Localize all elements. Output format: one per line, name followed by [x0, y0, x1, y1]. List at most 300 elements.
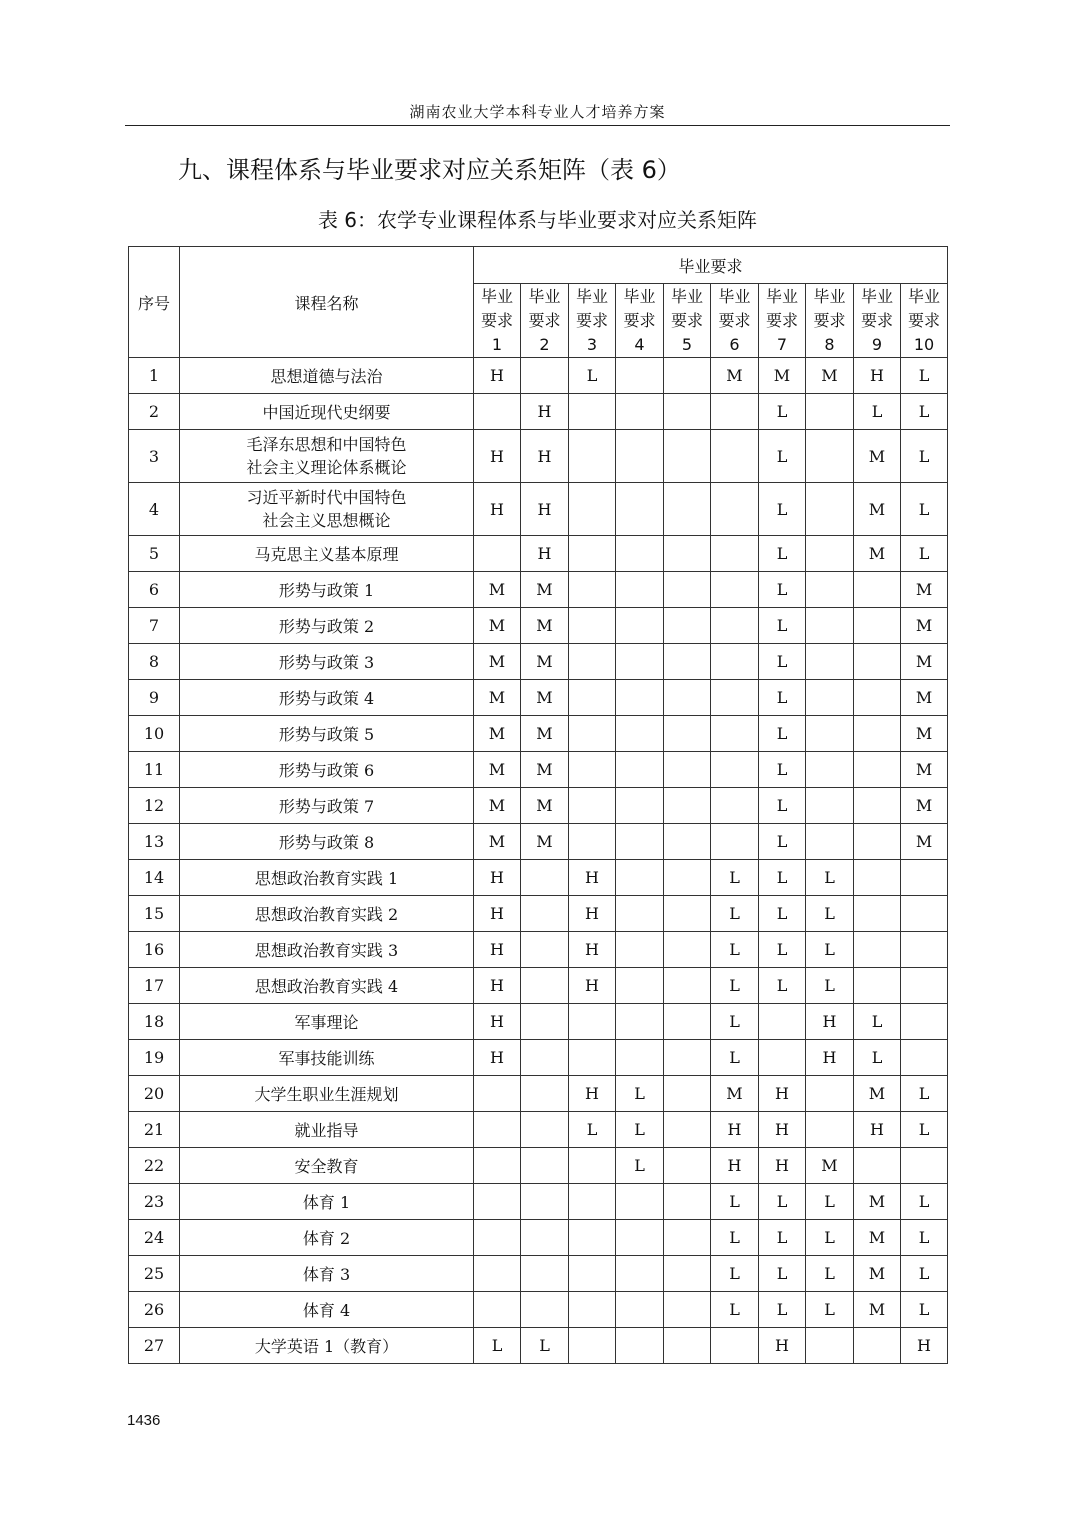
- requirement-level-cell: [569, 824, 616, 860]
- requirement-level-cell: [664, 968, 711, 1004]
- requirement-level-cell: [664, 1328, 711, 1364]
- requirement-number: 3: [586, 334, 598, 354]
- row-seq-cell: 6: [129, 572, 180, 608]
- course-name-cell: 形势与政策 5: [180, 716, 474, 752]
- requirement-level-cell: M: [759, 358, 806, 394]
- table-row: [129, 716, 948, 752]
- course-name-cell: 形势与政策 2: [180, 608, 474, 644]
- requirement-level-cell: L: [901, 536, 948, 572]
- requirement-level-cell: [806, 483, 854, 536]
- requirement-level-cell: [759, 1004, 806, 1040]
- table-row: [129, 824, 948, 860]
- requirement-level-cell: [664, 716, 711, 752]
- requirement-level-cell: [854, 1148, 901, 1184]
- requirement-level-cell: [569, 644, 616, 680]
- requirement-level-cell: [521, 1004, 569, 1040]
- requirement-level-cell: [521, 1184, 569, 1220]
- requirement-level-cell: M: [854, 1292, 901, 1328]
- requirement-level-cell: [616, 860, 664, 896]
- requirement-level-cell: [901, 896, 948, 932]
- requirement-level-cell: [806, 572, 854, 608]
- requirement-level-cell: [806, 536, 854, 572]
- header-course-name: 课程名称: [180, 247, 474, 358]
- requirement-level-cell: [711, 483, 759, 536]
- requirement-level-cell: L: [759, 608, 806, 644]
- requirement-level-cell: [664, 932, 711, 968]
- requirement-level-cell: M: [474, 752, 521, 788]
- requirement-level-cell: [521, 1148, 569, 1184]
- table-header-row: [129, 247, 948, 284]
- requirement-level-cell: [521, 1040, 569, 1076]
- requirement-level-cell: [569, 572, 616, 608]
- requirement-level-cell: [569, 716, 616, 752]
- requirement-level-cell: L: [711, 896, 759, 932]
- requirement-level-cell: H: [759, 1112, 806, 1148]
- requirement-level-cell: [711, 824, 759, 860]
- requirement-level-cell: [664, 430, 711, 483]
- requirement-word: 毕业: [528, 286, 561, 306]
- requirement-level-cell: [569, 1148, 616, 1184]
- requirement-level-cell: M: [901, 680, 948, 716]
- requirement-level-cell: M: [854, 430, 901, 483]
- table-row: [129, 1184, 948, 1220]
- header-requirement-8: [806, 284, 854, 358]
- course-name-cell: 体育 1: [180, 1184, 474, 1220]
- course-name-cell: 形势与政策 3: [180, 644, 474, 680]
- requirement-word: 毕业: [670, 286, 703, 306]
- requirement-level-cell: H: [854, 1112, 901, 1148]
- requirement-level-cell: [474, 394, 521, 430]
- requirement-level-cell: [521, 860, 569, 896]
- requirement-level-cell: [664, 1040, 711, 1076]
- requirement-level-cell: [711, 536, 759, 572]
- table-row: [129, 788, 948, 824]
- requirement-level-cell: [569, 1256, 616, 1292]
- requirement-level-cell: [664, 1112, 711, 1148]
- table-row: [129, 860, 948, 896]
- requirement-level-cell: [474, 1292, 521, 1328]
- requirement-level-cell: [664, 608, 711, 644]
- requirement-level-cell: L: [711, 1256, 759, 1292]
- requirement-level-cell: H: [474, 483, 521, 536]
- header-requirement-10: [901, 284, 948, 358]
- course-name-cell: 思想政治教育实践 1: [180, 860, 474, 896]
- requirement-word: 毕业: [860, 286, 893, 306]
- requirement-level-cell: L: [806, 1292, 854, 1328]
- course-name-cell: 军事技能训练: [180, 1040, 474, 1076]
- requirement-level-cell: H: [521, 394, 569, 430]
- requirement-level-cell: [854, 644, 901, 680]
- requirement-word: 毕业: [813, 286, 846, 306]
- requirement-level-cell: L: [711, 1004, 759, 1040]
- requirement-level-cell: [901, 1004, 948, 1040]
- table-row: [129, 968, 948, 1004]
- requirement-word: 要求: [860, 310, 893, 330]
- requirement-level-cell: [664, 1292, 711, 1328]
- requirement-level-cell: H: [854, 358, 901, 394]
- row-seq-cell: 13: [129, 824, 180, 860]
- row-seq-cell: 26: [129, 1292, 180, 1328]
- requirement-level-cell: L: [759, 752, 806, 788]
- requirement-number: 1: [491, 334, 503, 354]
- requirement-level-cell: L: [759, 430, 806, 483]
- header-requirement-2: [521, 284, 569, 358]
- requirement-level-cell: [664, 752, 711, 788]
- requirement-number: 4: [634, 334, 645, 354]
- requirement-level-cell: L: [901, 1220, 948, 1256]
- requirement-level-cell: [616, 1040, 664, 1076]
- course-name-cell: 思想政治教育实践 4: [180, 968, 474, 1004]
- table-row: [129, 536, 948, 572]
- row-seq-cell: 14: [129, 860, 180, 896]
- requirement-level-cell: L: [759, 536, 806, 572]
- table-row: [129, 1256, 948, 1292]
- requirement-level-cell: M: [521, 824, 569, 860]
- requirement-level-cell: [854, 968, 901, 1004]
- course-name-cell: 思想道德与法治: [180, 358, 474, 394]
- requirement-level-cell: H: [474, 860, 521, 896]
- requirement-word: 要求: [623, 310, 656, 330]
- header-requirement-3: [569, 284, 616, 358]
- requirement-level-cell: L: [759, 680, 806, 716]
- requirement-number: 7: [776, 334, 788, 354]
- course-name-cell: 大学生职业生涯规划: [180, 1076, 474, 1112]
- requirement-level-cell: [569, 394, 616, 430]
- requirement-level-cell: L: [711, 932, 759, 968]
- requirement-level-cell: L: [616, 1112, 664, 1148]
- requirement-level-cell: [901, 932, 948, 968]
- requirement-level-cell: [854, 572, 901, 608]
- requirement-level-cell: [521, 1220, 569, 1256]
- requirement-level-cell: [616, 932, 664, 968]
- requirement-level-cell: M: [474, 824, 521, 860]
- requirement-level-cell: [616, 1184, 664, 1220]
- requirement-level-cell: L: [711, 968, 759, 1004]
- requirement-level-cell: [806, 608, 854, 644]
- row-seq-cell: 19: [129, 1040, 180, 1076]
- requirement-level-cell: M: [806, 358, 854, 394]
- requirement-level-cell: [854, 860, 901, 896]
- requirement-level-cell: L: [616, 1076, 664, 1112]
- requirement-level-cell: [759, 1040, 806, 1076]
- requirement-number: 5: [681, 334, 693, 354]
- table-row: [129, 896, 948, 932]
- requirement-level-cell: M: [521, 680, 569, 716]
- requirement-level-cell: [854, 932, 901, 968]
- row-seq-cell: 8: [129, 644, 180, 680]
- requirement-level-cell: [569, 1292, 616, 1328]
- requirement-level-cell: H: [569, 860, 616, 896]
- table-row: [129, 1112, 948, 1148]
- requirement-level-cell: [616, 644, 664, 680]
- requirement-level-cell: M: [711, 1076, 759, 1112]
- requirement-level-cell: L: [806, 860, 854, 896]
- requirement-level-cell: [474, 1148, 521, 1184]
- requirement-level-cell: L: [806, 968, 854, 1004]
- requirement-level-cell: L: [759, 644, 806, 680]
- table-row: [129, 1040, 948, 1076]
- course-name-cell: 形势与政策 1: [180, 572, 474, 608]
- requirement-level-cell: [806, 716, 854, 752]
- requirement-level-cell: [711, 394, 759, 430]
- matrix-body: [129, 358, 948, 1364]
- requirement-level-cell: L: [806, 1220, 854, 1256]
- requirement-level-cell: M: [901, 752, 948, 788]
- table-row: [129, 608, 948, 644]
- row-seq-cell: 2: [129, 394, 180, 430]
- requirement-level-cell: [569, 752, 616, 788]
- requirement-word: 要求: [908, 310, 941, 330]
- requirement-level-cell: [664, 536, 711, 572]
- header-rule: [125, 125, 950, 126]
- requirement-level-cell: [664, 1076, 711, 1112]
- requirement-level-cell: L: [901, 1256, 948, 1292]
- requirement-level-cell: M: [854, 1220, 901, 1256]
- requirement-level-cell: L: [759, 824, 806, 860]
- table-row: [129, 1220, 948, 1256]
- requirement-level-cell: [474, 1184, 521, 1220]
- requirement-word: 毕业: [908, 286, 941, 306]
- requirement-level-cell: [521, 896, 569, 932]
- requirement-level-cell: [854, 608, 901, 644]
- requirement-level-cell: [616, 1328, 664, 1364]
- row-seq-cell: 22: [129, 1148, 180, 1184]
- requirement-level-cell: [901, 1040, 948, 1076]
- requirement-level-cell: [664, 788, 711, 824]
- requirement-level-cell: L: [759, 896, 806, 932]
- requirement-level-cell: [854, 752, 901, 788]
- requirement-level-cell: [711, 752, 759, 788]
- requirement-level-cell: [854, 824, 901, 860]
- requirement-level-cell: [664, 860, 711, 896]
- row-seq-cell: 17: [129, 968, 180, 1004]
- requirement-level-cell: M: [521, 716, 569, 752]
- row-seq-cell: 7: [129, 608, 180, 644]
- requirement-level-cell: [664, 1148, 711, 1184]
- requirement-number: 2: [539, 334, 550, 354]
- requirement-level-cell: H: [569, 1076, 616, 1112]
- requirement-level-cell: [521, 1256, 569, 1292]
- requirement-level-cell: L: [806, 932, 854, 968]
- requirement-level-cell: L: [901, 1112, 948, 1148]
- requirement-word: 毕业: [623, 286, 656, 306]
- requirement-number: 8: [824, 334, 835, 354]
- row-seq-cell: 10: [129, 716, 180, 752]
- requirement-level-cell: [806, 1112, 854, 1148]
- requirement-level-cell: M: [901, 608, 948, 644]
- requirement-level-cell: [664, 896, 711, 932]
- requirement-level-cell: H: [521, 430, 569, 483]
- requirement-level-cell: [569, 788, 616, 824]
- requirements-matrix-table: [128, 246, 948, 1364]
- requirement-level-cell: H: [711, 1112, 759, 1148]
- requirement-level-cell: H: [711, 1148, 759, 1184]
- course-name-cell: 体育 3: [180, 1256, 474, 1292]
- table-row: [129, 430, 948, 483]
- requirement-level-cell: [616, 608, 664, 644]
- requirement-level-cell: L: [759, 1220, 806, 1256]
- requirement-level-cell: M: [901, 788, 948, 824]
- requirement-level-cell: M: [854, 1184, 901, 1220]
- requirement-level-cell: H: [901, 1328, 948, 1364]
- row-seq-cell: 25: [129, 1256, 180, 1292]
- requirement-level-cell: [521, 1292, 569, 1328]
- requirement-level-cell: M: [901, 716, 948, 752]
- requirement-level-cell: M: [474, 608, 521, 644]
- requirement-level-cell: [806, 752, 854, 788]
- requirement-word: 要求: [718, 310, 751, 330]
- requirement-level-cell: M: [854, 1076, 901, 1112]
- requirement-level-cell: L: [901, 430, 948, 483]
- requirement-level-cell: [569, 483, 616, 536]
- requirement-level-cell: [711, 716, 759, 752]
- requirement-level-cell: [616, 1256, 664, 1292]
- requirement-level-cell: [521, 932, 569, 968]
- table-row: [129, 1004, 948, 1040]
- requirement-level-cell: L: [901, 1292, 948, 1328]
- requirement-level-cell: [569, 1328, 616, 1364]
- requirement-level-cell: [616, 536, 664, 572]
- table-row: [129, 572, 948, 608]
- requirement-level-cell: [616, 716, 664, 752]
- requirement-level-cell: [806, 824, 854, 860]
- requirement-level-cell: M: [521, 752, 569, 788]
- requirement-level-cell: [616, 1004, 664, 1040]
- running-header: 湖南农业大学本科专业人才培养方案: [409, 103, 666, 121]
- requirement-level-cell: L: [759, 1292, 806, 1328]
- table-row: [129, 932, 948, 968]
- header-seq: 序号: [129, 247, 180, 358]
- requirement-level-cell: H: [474, 968, 521, 1004]
- row-seq-cell: 21: [129, 1112, 180, 1148]
- requirement-level-cell: L: [759, 1256, 806, 1292]
- course-name-cell: 思想政治教育实践 3: [180, 932, 474, 968]
- requirement-level-cell: [616, 358, 664, 394]
- requirement-level-cell: H: [521, 536, 569, 572]
- requirement-level-cell: [616, 896, 664, 932]
- requirement-level-cell: [569, 680, 616, 716]
- course-name-cell: 体育 2: [180, 1220, 474, 1256]
- course-name-cell: 形势与政策 4: [180, 680, 474, 716]
- requirement-level-cell: H: [569, 968, 616, 1004]
- course-name-cell: 思想政治教育实践 2: [180, 896, 474, 932]
- requirement-level-cell: H: [759, 1328, 806, 1364]
- row-seq-cell: 4: [129, 483, 180, 536]
- requirement-level-cell: [664, 1184, 711, 1220]
- requirement-level-cell: L: [474, 1328, 521, 1364]
- table-row: [129, 1076, 948, 1112]
- requirement-level-cell: M: [854, 483, 901, 536]
- requirement-level-cell: L: [901, 1184, 948, 1220]
- row-seq-cell: 3: [129, 430, 180, 483]
- requirement-level-cell: [806, 1076, 854, 1112]
- row-seq-cell: 1: [129, 358, 180, 394]
- requirement-level-cell: [664, 680, 711, 716]
- row-seq-cell: 16: [129, 932, 180, 968]
- requirement-level-cell: M: [474, 680, 521, 716]
- requirement-level-cell: L: [901, 358, 948, 394]
- requirement-number: 9: [871, 334, 883, 354]
- requirement-level-cell: [711, 572, 759, 608]
- requirement-level-cell: [616, 1292, 664, 1328]
- header-requirements-group: 毕业要求: [474, 247, 948, 284]
- requirement-level-cell: M: [901, 572, 948, 608]
- row-seq-cell: 15: [129, 896, 180, 932]
- section-title: 九、课程体系与毕业要求对应关系矩阵（表 6）: [178, 156, 681, 184]
- table-row: [129, 752, 948, 788]
- page-number: 1436: [127, 1412, 161, 1429]
- requirement-level-cell: L: [569, 1112, 616, 1148]
- requirement-level-cell: M: [474, 788, 521, 824]
- row-seq-cell: 27: [129, 1328, 180, 1364]
- requirement-number: 6: [729, 334, 740, 354]
- requirement-level-cell: L: [901, 394, 948, 430]
- requirement-level-cell: [711, 608, 759, 644]
- requirement-level-cell: [521, 968, 569, 1004]
- requirement-level-cell: [569, 1004, 616, 1040]
- requirement-level-cell: L: [854, 1004, 901, 1040]
- requirement-level-cell: [616, 788, 664, 824]
- course-name-cell: 习近平新时代中国特色 社会主义思想概论: [180, 483, 474, 536]
- header-requirement-9: [854, 284, 901, 358]
- requirement-level-cell: [806, 394, 854, 430]
- requirement-level-cell: [806, 1328, 854, 1364]
- requirement-level-cell: M: [711, 358, 759, 394]
- row-seq-cell: 23: [129, 1184, 180, 1220]
- requirement-level-cell: L: [759, 968, 806, 1004]
- requirement-level-cell: [664, 644, 711, 680]
- requirement-level-cell: [569, 1040, 616, 1076]
- table-row: [129, 1148, 948, 1184]
- requirement-level-cell: [616, 824, 664, 860]
- header-requirement-7: [759, 284, 806, 358]
- requirement-level-cell: L: [759, 932, 806, 968]
- row-seq-cell: 11: [129, 752, 180, 788]
- requirement-level-cell: [569, 608, 616, 644]
- requirement-level-cell: [854, 680, 901, 716]
- requirement-level-cell: [616, 430, 664, 483]
- requirement-level-cell: [569, 1184, 616, 1220]
- requirement-level-cell: M: [806, 1148, 854, 1184]
- requirement-level-cell: H: [806, 1040, 854, 1076]
- course-name-cell: 就业指导: [180, 1112, 474, 1148]
- requirement-level-cell: L: [711, 860, 759, 896]
- requirement-level-cell: H: [569, 896, 616, 932]
- requirement-level-cell: [901, 968, 948, 1004]
- requirement-level-cell: L: [759, 716, 806, 752]
- requirement-level-cell: [711, 680, 759, 716]
- requirement-level-cell: H: [521, 483, 569, 536]
- requirement-level-cell: [854, 1328, 901, 1364]
- requirement-level-cell: L: [616, 1148, 664, 1184]
- requirement-level-cell: [664, 1256, 711, 1292]
- requirement-level-cell: H: [474, 1040, 521, 1076]
- requirement-level-cell: H: [474, 932, 521, 968]
- requirement-word: 要求: [528, 310, 561, 330]
- requirement-level-cell: [664, 824, 711, 860]
- requirement-level-cell: H: [474, 1004, 521, 1040]
- requirement-level-cell: L: [759, 483, 806, 536]
- table-row: [129, 358, 948, 394]
- requirement-level-cell: [616, 394, 664, 430]
- requirement-level-cell: [569, 1220, 616, 1256]
- requirement-word: 毕业: [718, 286, 751, 306]
- course-name-cell: 形势与政策 7: [180, 788, 474, 824]
- requirement-level-cell: M: [521, 608, 569, 644]
- requirement-level-cell: L: [901, 483, 948, 536]
- requirement-level-cell: L: [759, 394, 806, 430]
- requirement-level-cell: L: [711, 1220, 759, 1256]
